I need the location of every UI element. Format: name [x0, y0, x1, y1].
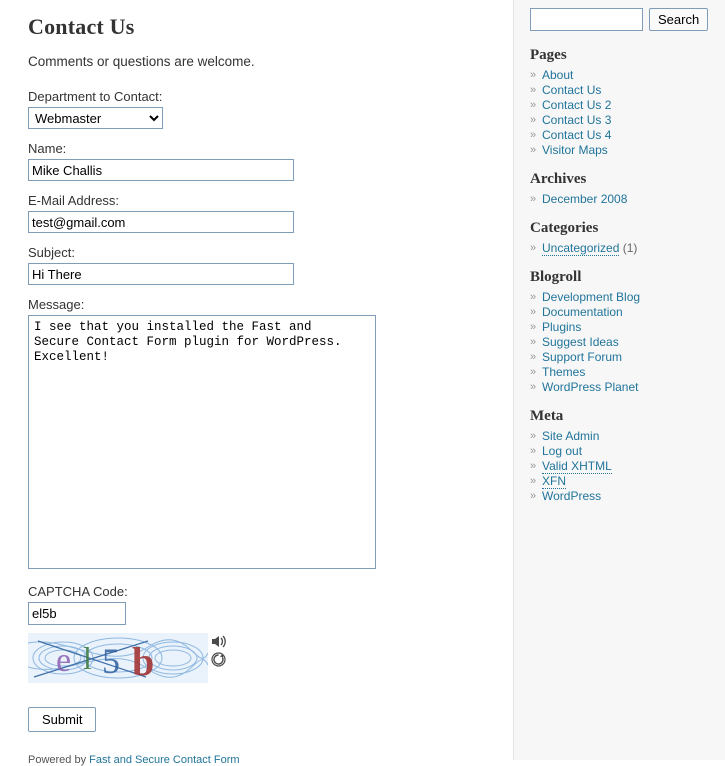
bullet-icon: » — [530, 351, 537, 363]
widget-title: Archives — [530, 171, 587, 187]
svg-text:e: e — [56, 642, 72, 679]
widget-list — [530, 241, 715, 256]
subject-label: Subject: — [28, 245, 75, 260]
name-input[interactable] — [28, 159, 294, 181]
bullet-icon: » — [530, 430, 537, 442]
list-item — [530, 98, 715, 113]
sidebar-link[interactable]: Visitor Maps — [542, 143, 608, 157]
sidebar-link[interactable]: Suggest Ideas — [542, 335, 619, 349]
list-item — [530, 474, 715, 489]
sidebar-link[interactable]: Support Forum — [542, 350, 623, 364]
svg-text:5: 5 — [102, 641, 120, 681]
list-item — [530, 320, 715, 335]
sidebar-link[interactable]: December 2008 — [542, 192, 628, 206]
list-item — [530, 68, 715, 83]
widget-list — [530, 290, 715, 395]
bullet-icon: » — [530, 144, 537, 156]
field-department — [28, 89, 493, 129]
message-textarea[interactable] — [28, 315, 376, 569]
bullet-icon: » — [530, 99, 537, 111]
sidebar-link[interactable]: About — [542, 68, 574, 82]
field-message — [28, 297, 493, 572]
captcha-input[interactable] — [28, 602, 126, 625]
refresh-icon[interactable] — [210, 651, 227, 668]
widget-categories — [530, 220, 715, 256]
sidebar-link[interactable]: Contact Us 3 — [542, 113, 612, 127]
list-item — [530, 380, 715, 395]
list-item — [530, 429, 715, 444]
widget-meta — [530, 408, 715, 504]
sidebar-link[interactable]: XFN — [542, 474, 566, 488]
sidebar-link[interactable]: Contact Us 4 — [542, 128, 612, 142]
widget-list — [530, 429, 715, 504]
list-item — [530, 83, 715, 98]
powered-by — [28, 754, 493, 766]
email-input[interactable] — [28, 211, 294, 233]
submit-row — [28, 707, 493, 732]
widget-title: Categories — [530, 220, 599, 236]
sidebar-link[interactable]: Contact Us 2 — [542, 98, 612, 112]
bullet-icon: » — [530, 381, 537, 393]
widget-archives — [530, 171, 715, 207]
bullet-icon: » — [530, 114, 537, 126]
bullet-icon: » — [530, 193, 537, 205]
bullet-icon: » — [530, 242, 537, 254]
bullet-icon: » — [530, 321, 537, 333]
svg-text:l: l — [83, 640, 92, 676]
bullet-icon: » — [530, 291, 537, 303]
widget-title: Pages — [530, 47, 567, 63]
search-button[interactable]: Search — [649, 8, 708, 31]
sidebar-link[interactable]: Uncategorized — [542, 241, 620, 255]
sidebar-link[interactable]: WordPress Planet — [542, 380, 639, 394]
department-select[interactable] — [28, 107, 163, 129]
list-item — [530, 350, 715, 365]
email-label: E-Mail Address: — [28, 193, 120, 208]
subject-input[interactable] — [28, 263, 294, 285]
list-item — [530, 335, 715, 350]
bullet-icon: » — [530, 69, 537, 81]
sidebar-link[interactable]: Themes — [542, 365, 586, 379]
bullet-icon: » — [530, 490, 537, 502]
item-count: (1) — [622, 241, 638, 255]
message-label: Message: — [28, 297, 85, 312]
widget-list — [530, 68, 715, 158]
sidebar — [513, 0, 725, 760]
page-title: Contact Us — [28, 14, 135, 39]
captcha-image — [28, 633, 208, 683]
powered-link[interactable]: Fast and Secure Contact Form — [89, 754, 240, 766]
bullet-icon: » — [530, 306, 537, 318]
widget-title: Blogroll — [530, 269, 582, 285]
powered-prefix: Powered by — [28, 754, 87, 766]
captcha-row — [28, 633, 493, 683]
name-label: Name: — [28, 141, 67, 156]
svg-text:b: b — [132, 639, 155, 683]
widget-title: Meta — [530, 408, 564, 424]
sidebar-link[interactable]: Site Admin — [542, 429, 600, 443]
sidebar-link[interactable]: Development Blog — [542, 290, 641, 304]
search-row — [530, 8, 715, 31]
bullet-icon: » — [530, 84, 537, 96]
bullet-icon: » — [530, 336, 537, 348]
list-item — [530, 489, 715, 504]
sidebar-link[interactable]: WordPress — [542, 489, 602, 503]
captcha-label: CAPTCHA Code: — [28, 584, 128, 599]
widget-pages — [530, 47, 715, 158]
widget-list — [530, 192, 715, 207]
field-email — [28, 193, 493, 233]
sidebar-link[interactable]: Plugins — [542, 320, 582, 334]
list-item — [530, 128, 715, 143]
bullet-icon: » — [530, 445, 537, 457]
sidebar-link[interactable]: Valid XHTML — [542, 459, 612, 473]
list-item — [530, 305, 715, 320]
captcha-icons — [210, 633, 227, 669]
speaker-icon[interactable] — [210, 633, 227, 650]
list-item — [530, 241, 715, 256]
field-subject — [28, 245, 493, 285]
field-name — [28, 141, 493, 181]
bullet-icon: » — [530, 475, 537, 487]
widget-blogroll — [530, 269, 715, 395]
intro-text: Comments or questions are welcome. — [28, 54, 255, 69]
bullet-icon: » — [530, 129, 537, 141]
list-item — [530, 290, 715, 305]
list-item — [530, 143, 715, 158]
list-item — [530, 365, 715, 380]
list-item — [530, 459, 715, 474]
sidebar-link[interactable]: Contact Us — [542, 83, 602, 97]
sidebar-link[interactable]: Documentation — [542, 305, 623, 319]
submit-button[interactable]: Submit — [28, 707, 96, 732]
list-item — [530, 444, 715, 459]
bullet-icon: » — [530, 366, 537, 378]
list-item — [530, 192, 715, 207]
list-item — [530, 113, 715, 128]
bullet-icon: » — [530, 460, 537, 472]
department-label: Department to Contact: — [28, 89, 163, 104]
search-input[interactable] — [530, 8, 643, 31]
field-captcha — [28, 584, 493, 683]
sidebar-link[interactable]: Log out — [542, 444, 583, 458]
